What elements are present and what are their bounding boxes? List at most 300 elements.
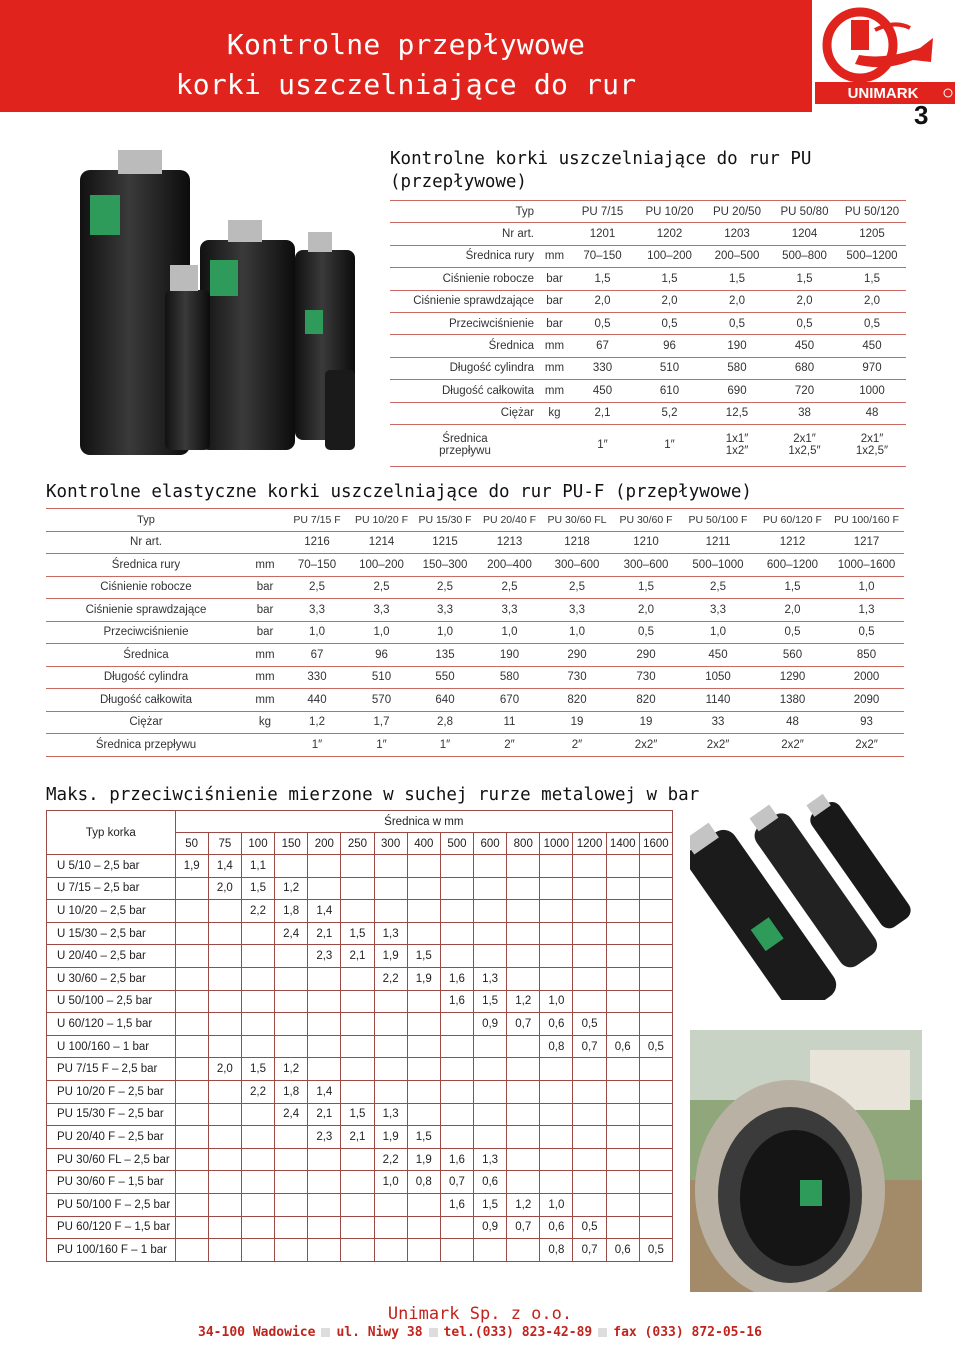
table-cell [606, 1080, 639, 1103]
table-cell: 2″ [477, 734, 542, 757]
table-cell [540, 1126, 573, 1149]
row-label: U 30/60 – 2,5 bar [47, 967, 176, 990]
table-cell [175, 1013, 208, 1036]
cell-line: 1x2″ [725, 445, 749, 458]
table-cell [507, 1239, 540, 1262]
table-cell [540, 1148, 573, 1171]
table-cell: 290 [612, 644, 680, 667]
table-cell: 200–500 [703, 245, 771, 267]
table-cell [639, 1126, 672, 1149]
table-cell: 0,5 [639, 1035, 672, 1058]
table-cell: 2,0 [208, 1058, 241, 1081]
footer-street: ul. Niwy 38 [336, 1325, 423, 1340]
table-cell [275, 1126, 308, 1149]
table-cell: 1,8 [275, 1080, 308, 1103]
table-cell: PU 7/15 F [284, 509, 350, 532]
page-title-line2: korki uszczelniające do rur [175, 68, 637, 101]
row-unit: mm [246, 666, 284, 689]
table-cell: 290 [542, 644, 612, 667]
table-cell: 150–300 [413, 554, 477, 577]
footer-company: Unimark Sp. z o.o. [387, 1304, 573, 1324]
table-cell [606, 922, 639, 945]
table-cell [341, 1171, 374, 1194]
row-label [390, 424, 540, 466]
row-unit [246, 531, 284, 554]
table-cell: PU 7/15 [569, 201, 636, 223]
table-cell: 1205 [838, 223, 906, 245]
table-cell: 0,7 [507, 1216, 540, 1239]
col-header-diameter: 100 [241, 833, 274, 855]
table-cell: 1,3 [474, 967, 507, 990]
table-cell: 2″ [542, 734, 612, 757]
table-cell: 1,9 [407, 967, 440, 990]
table-cell: 12,5 [703, 402, 771, 424]
table-cell [507, 855, 540, 878]
table-cell: 0,9 [474, 1013, 507, 1036]
table-cell: 1,3 [474, 1148, 507, 1171]
table-cell [308, 990, 341, 1013]
table-cell: 1,2 [284, 711, 350, 734]
row-label: Typ [46, 509, 246, 532]
table-cell [474, 1126, 507, 1149]
table-row [390, 357, 906, 379]
table-cell [474, 1080, 507, 1103]
table-cell: 1,4 [308, 1080, 341, 1103]
table-cell [639, 967, 672, 990]
table-cell: 1,0 [374, 1171, 407, 1194]
table-row [47, 900, 673, 923]
table-cell [474, 900, 507, 923]
table-cell [573, 1171, 606, 1194]
table-cell: 2,0 [771, 290, 838, 312]
table-cell: 1,8 [275, 900, 308, 923]
col-header-diameter: 1600 [639, 833, 672, 855]
table-cell [507, 945, 540, 968]
table-cell: 0,6 [474, 1171, 507, 1194]
table-cell: 0,7 [573, 1239, 606, 1262]
table-cell: 0,6 [540, 1216, 573, 1239]
table-cell: 1,3 [374, 1103, 407, 1126]
row-label: Średnica [46, 644, 246, 667]
col-header-diameter: 75 [208, 833, 241, 855]
table-cell [407, 922, 440, 945]
table-cell: 1212 [756, 531, 829, 554]
table-cell [407, 1035, 440, 1058]
table-cell [308, 855, 341, 878]
table-cell [374, 1239, 407, 1262]
table-cell [540, 1080, 573, 1103]
table-cell: 2,5 [542, 576, 612, 599]
table-cell: 1,9 [175, 855, 208, 878]
table-cell: 850 [829, 644, 904, 667]
row-label: U 7/15 – 2,5 bar [47, 877, 176, 900]
table-cell [175, 900, 208, 923]
table-cell [374, 1216, 407, 1239]
table-row [390, 290, 906, 312]
table-cell: 1,6 [440, 1148, 473, 1171]
table-cell: PU 30/60 FL [542, 509, 612, 532]
table-cell [175, 1171, 208, 1194]
table-cell [241, 1239, 274, 1262]
table-cell [606, 1171, 639, 1194]
row-label: PU 30/60 FL – 2,5 bar [47, 1148, 176, 1171]
table-cell: 1,0 [829, 576, 904, 599]
table-row [47, 1216, 673, 1239]
header-banner [0, 0, 812, 112]
table-cell: 3,3 [284, 599, 350, 622]
table-cell: 1,5 [756, 576, 829, 599]
row-unit: mm [246, 689, 284, 712]
table-cell [440, 945, 473, 968]
table-cell [341, 1193, 374, 1216]
table-cell [374, 1013, 407, 1036]
table-cell [341, 1035, 374, 1058]
table-cell: 1140 [680, 689, 756, 712]
row-unit [540, 424, 569, 466]
table-cell: 2,1 [341, 1126, 374, 1149]
row-unit: bar [246, 621, 284, 644]
table-cell: 1,5 [703, 268, 771, 290]
row-unit: mm [540, 357, 569, 379]
table-cell: 1″ [413, 734, 477, 757]
table-cell [308, 1148, 341, 1171]
table-cell [507, 1148, 540, 1171]
table-cell [639, 1058, 672, 1081]
backpressure-table [46, 810, 673, 1262]
row-unit: bar [540, 312, 569, 334]
table-cell [175, 1239, 208, 1262]
table-cell [374, 990, 407, 1013]
table-cell [636, 424, 703, 466]
table-cell: 2x2″ [612, 734, 680, 757]
table-cell [507, 1171, 540, 1194]
table-cell [175, 1058, 208, 1081]
table-row [390, 268, 906, 290]
table-cell: 0,5 [756, 621, 829, 644]
table-cell: 190 [477, 644, 542, 667]
cell-line: 1x2,5″ [788, 445, 821, 458]
table-cell [540, 1171, 573, 1194]
table-cell: 1215 [413, 531, 477, 554]
section-pu-heading: Kontrolne korki uszczelniające do rur PU (przepływowe) [390, 149, 812, 192]
table-cell [573, 1193, 606, 1216]
table-cell [341, 855, 374, 878]
table-cell: 440 [284, 689, 350, 712]
table-cell: 67 [569, 335, 636, 357]
table-cell: 2,0 [208, 877, 241, 900]
table-cell: 2x2″ [829, 734, 904, 757]
table-cell [573, 900, 606, 923]
table-cell: 2,0 [838, 290, 906, 312]
table-cell [474, 855, 507, 878]
row-unit [246, 509, 284, 532]
table-row [47, 1239, 673, 1262]
table-cell: PU 60/120 F [756, 509, 829, 532]
table-cell: 1217 [829, 531, 904, 554]
table-cell: 300–600 [612, 554, 680, 577]
row-label: PU 10/20 F – 2,5 bar [47, 1080, 176, 1103]
table-row [46, 621, 904, 644]
row-label: U 20/40 – 2,5 bar [47, 945, 176, 968]
table-cell [275, 967, 308, 990]
table-cell: 2,0 [612, 599, 680, 622]
table-row [46, 599, 904, 622]
table-cell [507, 900, 540, 923]
table-cell [507, 1103, 540, 1126]
table-cell [208, 990, 241, 1013]
row-label: PU 50/100 F – 2,5 bar [47, 1193, 176, 1216]
cell-line: 2x1″ [860, 433, 884, 446]
table-cell [175, 945, 208, 968]
table-cell: 330 [569, 357, 636, 379]
table-cell: 450 [771, 335, 838, 357]
table-row [390, 245, 906, 267]
table-cell: 70–150 [284, 554, 350, 577]
row-label: PU 100/160 F – 1 bar [47, 1239, 176, 1262]
row-label: U 60/120 – 1,5 bar [47, 1013, 176, 1036]
row-unit: bar [540, 290, 569, 312]
table-cell [639, 922, 672, 945]
row-label: PU 30/60 F – 1,5 bar [47, 1171, 176, 1194]
cell-line: 1x1″ [725, 433, 749, 446]
table-cell: 100–200 [350, 554, 413, 577]
row-unit: mm [540, 335, 569, 357]
row-unit [246, 734, 284, 757]
table-cell: PU 50/120 [838, 201, 906, 223]
table-cell [175, 990, 208, 1013]
col-header-diameter: 1400 [606, 833, 639, 855]
table-cell [639, 900, 672, 923]
table-row [47, 1080, 673, 1103]
row-label: Ciężar [390, 402, 540, 424]
table-cell [507, 1080, 540, 1103]
table-cell: 2,2 [241, 900, 274, 923]
table-cell [407, 1193, 440, 1216]
row-label: Ciśnienie robocze [46, 576, 246, 599]
table-row [390, 312, 906, 334]
table-row [47, 967, 673, 990]
row-label: U 10/20 – 2,5 bar [47, 900, 176, 923]
table-cell [341, 1058, 374, 1081]
table-cell: 0,5 [573, 1013, 606, 1036]
row-label: Ciśnienie sprawdzające [390, 290, 540, 312]
table-cell: 970 [838, 357, 906, 379]
table-cell [407, 900, 440, 923]
table-cell: 0,5 [838, 312, 906, 334]
table-cell [275, 855, 308, 878]
table-row [47, 877, 673, 900]
table-cell: 1,5 [407, 1126, 440, 1149]
table-cell [573, 1126, 606, 1149]
row-label: U 100/160 – 1 bar [47, 1035, 176, 1058]
page-number: 3 [914, 100, 929, 130]
table-cell: 1,6 [440, 967, 473, 990]
table-cell [639, 945, 672, 968]
col-header-diameter: 1200 [573, 833, 606, 855]
table-cell [308, 1171, 341, 1194]
table-cell: 560 [756, 644, 829, 667]
table-cell [308, 1058, 341, 1081]
table-cell [606, 1013, 639, 1036]
table-cell [275, 1148, 308, 1171]
table-row [46, 734, 904, 757]
table-cell: 2,2 [374, 1148, 407, 1171]
table-cell: 600–1200 [756, 554, 829, 577]
table-cell: 1204 [771, 223, 838, 245]
table-cell: 190 [703, 335, 771, 357]
table-cell [308, 1013, 341, 1036]
table-row [47, 1035, 673, 1058]
table-cell: 1,2 [275, 877, 308, 900]
table-row [47, 1013, 673, 1036]
table-cell [606, 945, 639, 968]
row-unit: bar [540, 268, 569, 290]
table-cell: 1,0 [350, 621, 413, 644]
table-cell [208, 1239, 241, 1262]
table-cell [540, 945, 573, 968]
table-row [46, 689, 904, 712]
table-cell [241, 1216, 274, 1239]
row-label: U 5/10 – 2,5 bar [47, 855, 176, 878]
table-cell [440, 1126, 473, 1149]
table-cell: 2000 [829, 666, 904, 689]
table-cell [341, 877, 374, 900]
table-cell [407, 877, 440, 900]
table-cell: 1,5 [838, 268, 906, 290]
table-row [47, 855, 673, 878]
table-cell: PU 50/80 [771, 201, 838, 223]
table-cell [606, 990, 639, 1013]
table-cell: 2,1 [569, 402, 636, 424]
table-cell: 1″ [350, 734, 413, 757]
table-row [47, 1126, 673, 1149]
table-row [47, 1193, 673, 1216]
table-cell: 200–400 [477, 554, 542, 577]
table-cell [440, 1013, 473, 1036]
table-cell: 2,1 [308, 1103, 341, 1126]
table-cell: 1,5 [341, 922, 374, 945]
table-cell [208, 1013, 241, 1036]
cell-line: 1″ [597, 439, 608, 452]
table-cell: 0,7 [573, 1035, 606, 1058]
row-label: U 50/100 – 2,5 bar [47, 990, 176, 1013]
table-cell: 1,2 [275, 1058, 308, 1081]
table-cell [341, 967, 374, 990]
table-cell [507, 1058, 540, 1081]
table-cell: 2,4 [275, 1103, 308, 1126]
row-label: Nr art. [390, 223, 540, 245]
table-cell [374, 900, 407, 923]
table-cell [440, 1035, 473, 1058]
table-cell [275, 1239, 308, 1262]
table-cell: 1000–1600 [829, 554, 904, 577]
row-unit: kg [246, 711, 284, 734]
table-cell [241, 1103, 274, 1126]
table-cell: PU 10/20 F [350, 509, 413, 532]
table-cell [308, 967, 341, 990]
table-cell: 1,2 [507, 990, 540, 1013]
table-cell [639, 1193, 672, 1216]
footer-fax: fax (033) 872-05-16 [613, 1325, 762, 1340]
col-header-group: Średnica w mm [175, 811, 672, 833]
table-cell [540, 1103, 573, 1126]
table-cell: 1,0 [540, 1193, 573, 1216]
table-cell: 1,5 [771, 268, 838, 290]
row-label: Średnica [390, 335, 540, 357]
table-cell: 1,2 [507, 1193, 540, 1216]
table-cell: 730 [612, 666, 680, 689]
table-cell: 0,5 [703, 312, 771, 334]
table-cell [341, 1080, 374, 1103]
table-cell [308, 877, 341, 900]
table-cell: 0,5 [771, 312, 838, 334]
table-cell: 0,6 [606, 1035, 639, 1058]
table-cell: 0,5 [569, 312, 636, 334]
row-label: Długość całkowita [46, 689, 246, 712]
table-row [47, 1058, 673, 1081]
table-cell [208, 1148, 241, 1171]
table-cell: 3,3 [542, 599, 612, 622]
table-cell [308, 1216, 341, 1239]
table-row [47, 1103, 673, 1126]
table-cell [639, 855, 672, 878]
col-header-diameter: 1000 [540, 833, 573, 855]
separator-square [429, 1328, 438, 1337]
table-cell: 690 [703, 380, 771, 402]
row-unit: kg [540, 402, 569, 424]
row-label: U 15/30 – 2,5 bar [47, 922, 176, 945]
table-cell: 1050 [680, 666, 756, 689]
table-cell [208, 1103, 241, 1126]
table-row [46, 644, 904, 667]
table-cell: 2,8 [413, 711, 477, 734]
table-cell [407, 1239, 440, 1262]
table-cell [606, 1193, 639, 1216]
table-cell [507, 922, 540, 945]
table-cell [573, 1103, 606, 1126]
table-cell [639, 1013, 672, 1036]
col-header-diameter: 800 [507, 833, 540, 855]
table-cell [573, 877, 606, 900]
row-label: Typ [390, 201, 540, 223]
table-cell: 1216 [284, 531, 350, 554]
table-cell: 820 [612, 689, 680, 712]
table-cell: 0,5 [612, 621, 680, 644]
table-cell [175, 922, 208, 945]
table-cell: 570 [350, 689, 413, 712]
table-cell [606, 967, 639, 990]
table-cell [440, 855, 473, 878]
table-cell: 0,8 [540, 1239, 573, 1262]
table-cell: 48 [838, 402, 906, 424]
table-cell: 0,5 [639, 1239, 672, 1262]
table-cell: 1,5 [474, 990, 507, 1013]
table-cell [507, 967, 540, 990]
col-header-type: Typ korka [47, 811, 176, 855]
table-cell [507, 1126, 540, 1149]
table-row [47, 1171, 673, 1194]
row-unit: bar [246, 576, 284, 599]
table-cell: 500–800 [771, 245, 838, 267]
table-cell [175, 1216, 208, 1239]
row-label: Długość całkowita [390, 380, 540, 402]
table-cell: 1203 [703, 223, 771, 245]
table-cell [606, 855, 639, 878]
unimark-logo [815, 0, 960, 118]
table-cell: 3,3 [350, 599, 413, 622]
table-cell: 580 [703, 357, 771, 379]
table-cell: 19 [612, 711, 680, 734]
